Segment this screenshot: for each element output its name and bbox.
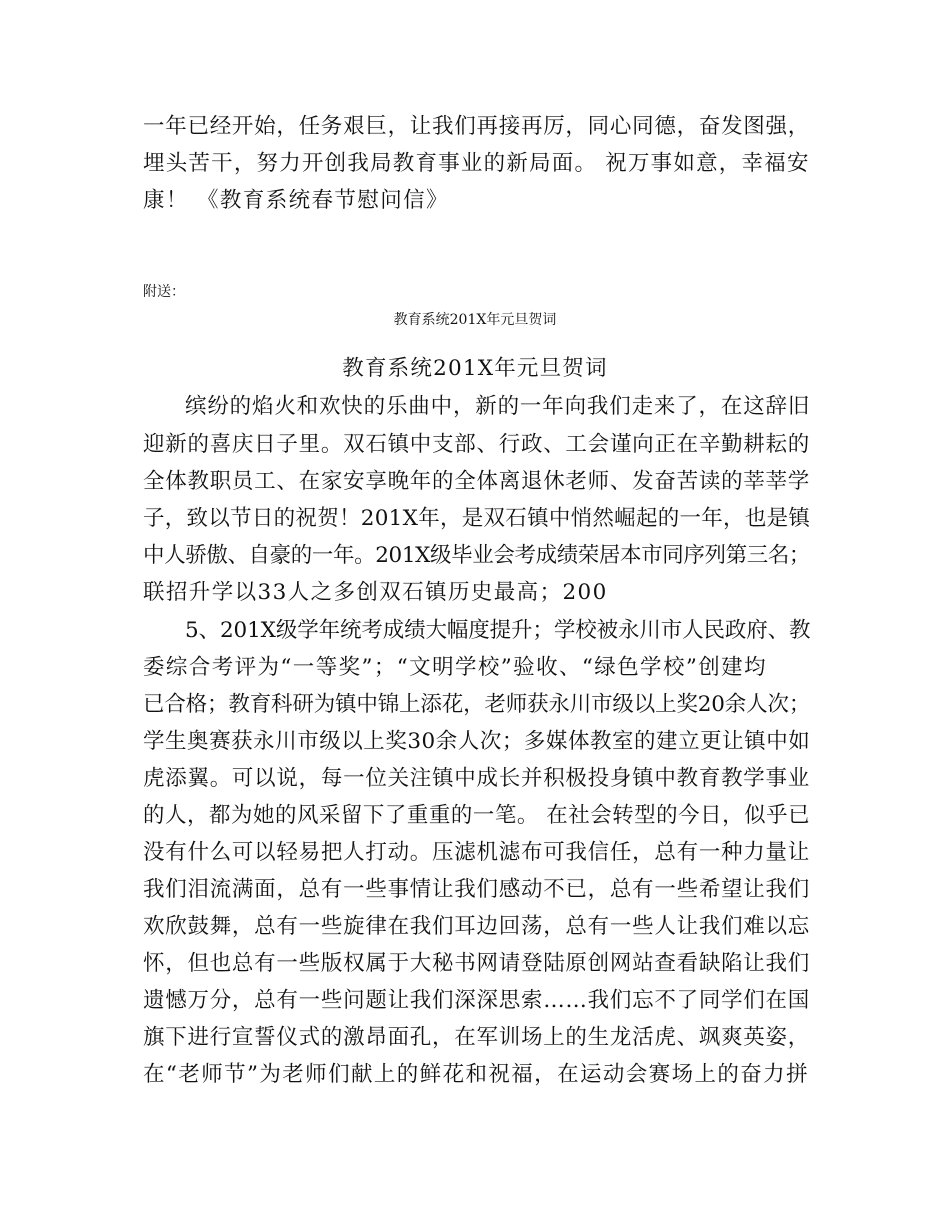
intro-line-1: 一年已经开始，任务艰巨，让我们再接再厉，同心同德，奋发图强， — [143, 114, 811, 139]
appendix-label: 附送： — [143, 284, 185, 300]
paragraph2-line-3: 已合格；教育科研为镇中锦上添花，老师获永川市级以上奖20余人次； — [143, 692, 811, 717]
paragraph2-line-12: 旗下进行宣誓仪式的激昂面孔，在军训场上的生龙活虎、飒爽英姿， — [143, 1025, 811, 1050]
paragraph1-line-6: 联招升学以33人之多创双石镇历史最高；200 — [143, 580, 608, 605]
paragraph2-line-1: 5、201X级学年统考成绩大幅度提升；学校被永川市人民政府、教 — [185, 618, 811, 643]
intro-line-2: 埋头苦干，努力开创我局教育事业的新局面。 祝万事如意，幸福安 — [143, 151, 810, 176]
paragraph1-line-4: 子，致以节日的祝贺！201X年，是双石镇中悄然崛起的一年，也是镇 — [143, 506, 811, 531]
paragraph2-line-9: 欢欣鼓舞，总有一些旋律在我们耳边回荡，总有一些人让我们难以忘 — [143, 914, 811, 939]
paragraph2-line-4: 学生奥赛获永川市级以上奖30余人次；多媒体教室的建立更让镇中如 — [143, 729, 811, 754]
paragraph1-line-3: 全体教职员工、在家安享晚年的全体离退休老师、发奋苦读的莘莘学 — [143, 469, 811, 494]
paragraph2-line-7: 没有什么可以轻易把人打动。压滤机滤布可我信任，总有一种力量让 — [143, 840, 811, 865]
paragraph2-line-6: 的人，都为她的风采留下了重重的一笔。 在社会转型的今日，似乎已 — [143, 803, 811, 828]
paragraph2-line-8: 我们泪流满面，总有一些事情让我们感动不已，总有一些希望让我们 — [143, 877, 811, 902]
paragraph2-line-11: 遗憾万分，总有一些问题让我们深深思索……我们忘不了同学们在国 — [143, 988, 811, 1013]
paragraph2-line-5: 虎添翼。可以说，每一位关注镇中成长并积极投身镇中教育教学事业 — [143, 766, 811, 791]
small-title: 教育系统201X年元旦贺词 — [393, 312, 557, 328]
page-title: 教育系统201X年元旦贺词 — [342, 356, 608, 381]
intro-line-3: 康！ 《教育系统春节慰问信》 — [143, 188, 449, 213]
paragraph2-line-2: 委综合考评为“一等奖”；“文明学校”验收、“绿色学校”创建均 — [143, 655, 767, 680]
paragraph2-line-13: 在“老师节”为老师们献上的鲜花和祝福，在运动会赛场上的奋力拼 — [143, 1062, 809, 1087]
paragraph1-line-1: 缤纷的焰火和欢快的乐曲中，新的一年向我们走来了，在这辞旧 — [185, 394, 811, 419]
paragraph2-line-10: 怀，但也总有一些版权属于大秘书网请登陆原创网站查看缺陷让我们 — [143, 951, 811, 976]
paragraph1-line-5: 中人骄傲、自豪的一年。201X级毕业会考成绩荣居本市同序列第三名； — [143, 543, 811, 568]
paragraph1-line-2: 迎新的喜庆日子里。双石镇中支部、行政、工会谨向正在辛勤耕耘的 — [143, 432, 811, 457]
